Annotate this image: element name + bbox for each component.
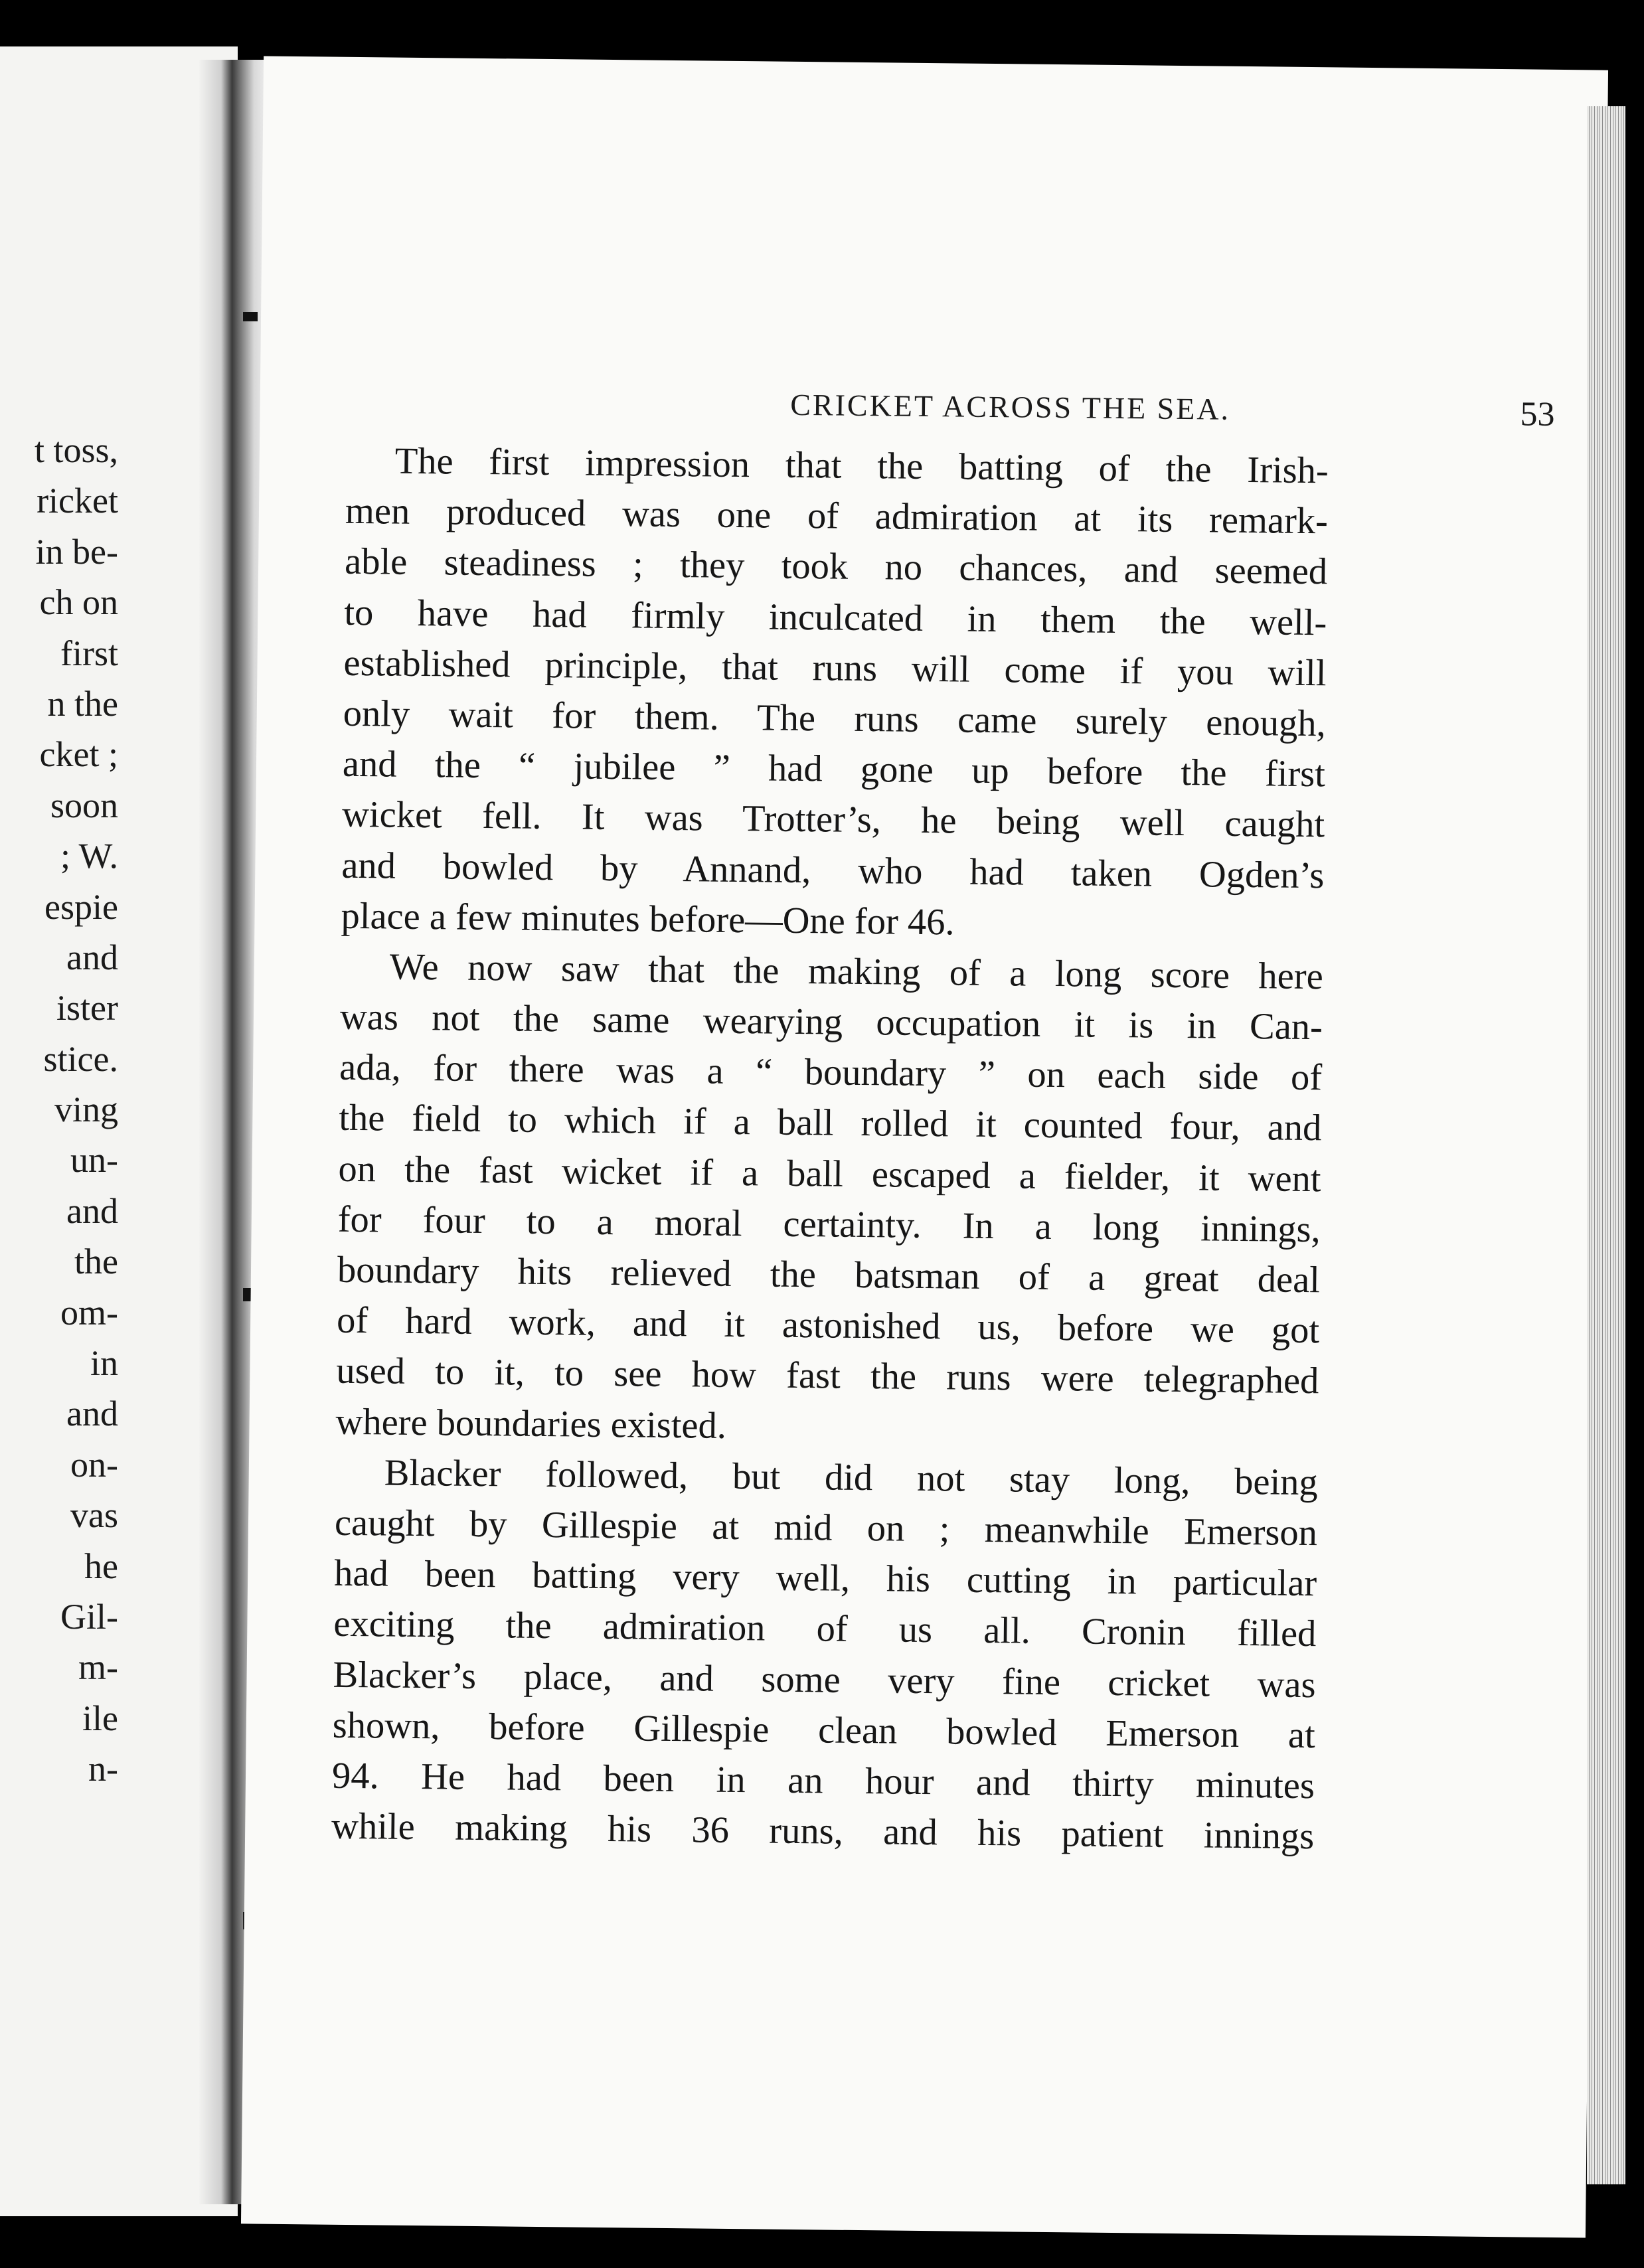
left-line: espie: [44, 886, 118, 927]
left-line: vas: [70, 1495, 118, 1536]
left-line: ch on: [39, 582, 118, 623]
running-title: CRICKET ACROSS THE SEA.: [789, 387, 1231, 426]
left-line: ile: [82, 1698, 118, 1738]
page-number: 53: [1520, 395, 1555, 434]
left-line: om-: [60, 1292, 118, 1333]
text-line: where boundaries existed.: [335, 1401, 727, 1447]
text-line: shown, before Gillespie clean bowled Emerson at: [332, 1704, 1316, 1756]
left-line: in be-: [35, 531, 118, 572]
text-line: was not the same wearying occupation it is in Can-: [339, 996, 1323, 1048]
text-line: wicket fell. It was Trotter’s, he being well caught: [341, 794, 1325, 846]
left-line: ricket: [37, 481, 118, 521]
text-line: established principle, that runs will come if you will: [343, 642, 1327, 694]
left-line: ; W.: [60, 836, 118, 876]
left-line: m-: [78, 1647, 118, 1688]
text-line: boundary hits relieved the batsman of a great deal: [337, 1249, 1321, 1301]
text-line: and bowled by Annand, who had taken Ogden’s: [341, 845, 1325, 896]
text-line: to have had firmly inculcated in them the well-: [344, 592, 1327, 643]
left-line: un-: [70, 1140, 118, 1180]
left-line: and: [66, 937, 118, 977]
paragraph: [341, 436, 1329, 951]
text-line: Blacker’s place, and some very fine cricket was: [333, 1654, 1316, 1706]
text-line: for four to a moral certainty. In a long innings,: [337, 1198, 1321, 1251]
text-line: exciting the admiration of us all. Cronin filled: [333, 1603, 1317, 1655]
page-edges: [1587, 106, 1625, 2184]
text-line: ada, for there was a “ boundary ” on each side of: [339, 1047, 1323, 1099]
left-line: t toss,: [34, 430, 118, 470]
left-line: first: [60, 633, 118, 673]
right-page: [241, 56, 1608, 2237]
text-line: the field to which if a ball rolled it counted four, and: [339, 1097, 1322, 1149]
left-line: cket ;: [39, 734, 118, 775]
left-line: n the: [47, 683, 118, 724]
text-line: while making his 36 runs, and his patient innings: [331, 1805, 1315, 1858]
text-line: able steadiness ; they took no chances, and seemed: [344, 541, 1328, 593]
left-line: and: [66, 1190, 118, 1231]
paragraph: [331, 1447, 1318, 1862]
left-line: Gil-: [60, 1596, 118, 1637]
left-line: he: [84, 1546, 118, 1586]
text-line: men produced was one of admiration at its remark-: [345, 490, 1329, 542]
left-page-text: [0, 425, 118, 1795]
paragraph: [335, 941, 1323, 1457]
binding-mark: [243, 312, 258, 321]
text-line: 94. He had been in an hour and thirty minutes: [331, 1755, 1315, 1807]
left-line: stice.: [43, 1038, 118, 1079]
left-line: ving: [54, 1090, 118, 1130]
text-line: The first impression that the batting of the Irish-: [394, 440, 1329, 492]
text-line: Blacker followed, but did not stay long, being: [384, 1452, 1319, 1503]
text-line: had been batting very well, his cutting in particular: [333, 1552, 1317, 1605]
text-line: caught by Gillespie at mid on ; meanwhile Emerson: [334, 1502, 1318, 1554]
text-line: of hard work, and it astonished us, before we got: [336, 1299, 1320, 1352]
text-line: We now saw that the making of a long score here: [389, 946, 1324, 998]
text-line: and the “ jubilee ” had gone up before the first: [342, 743, 1326, 795]
left-line: and: [66, 1394, 118, 1434]
left-line: in: [90, 1343, 118, 1384]
text-line: only wait for them. The runs came surely enough,: [343, 692, 1327, 745]
left-line: the: [74, 1242, 118, 1282]
body-text: [331, 436, 1329, 1862]
text-line: used to it, to see how fast the runs were telegraphed: [336, 1350, 1319, 1402]
left-line: soon: [50, 785, 118, 825]
text-line: place a few minutes before—One for 46.: [341, 895, 955, 943]
left-line: on-: [70, 1444, 118, 1485]
running-head: [572, 384, 1555, 441]
text-line: on the fast wicket if a ball escaped a fielder, it went: [338, 1148, 1321, 1200]
left-line: n-: [88, 1749, 118, 1789]
left-line: ister: [56, 988, 118, 1028]
